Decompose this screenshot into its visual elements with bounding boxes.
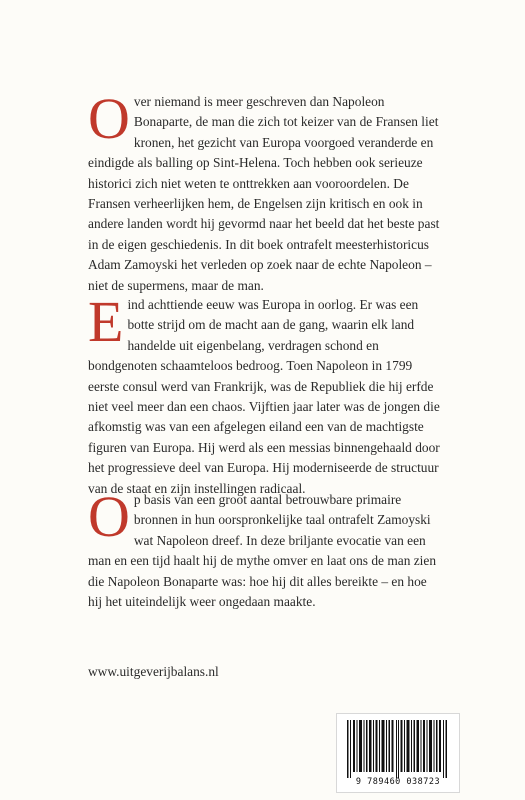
paragraph-text: ind achttiende eeuw was Europa in oorlog. Er was een botte strijd om de macht aan de gang, waarin elk land handelde uit eigenbelang, verdragen schond en bondgenoten schaamteloos bedroog. Toen Napoleon in 1799 eerste consul werd van Frankrijk, was de Republiek die hij erfde niet veel meer dan een chaos. Vijftien jaar later was de jongen die afkomstig was van een afgelegen eiland een van de machtigste figuren van Europa. Hij werd als een messias binnengehaald door het progressieve deel van Europa. Hij moderniseerde de structuur van de staat en zijn instellingen radicaal. — [88, 297, 440, 496]
blurb-paragraph-1 — [88, 86, 440, 296]
isbn-number: 9 789460 038723 — [355, 777, 441, 787]
isbn-barcode — [336, 713, 460, 793]
barcode-bars-icon — [347, 720, 449, 778]
blurb-paragraph-3 — [88, 484, 440, 612]
paragraph-text: p basis van een groot aantal betrouwbare primaire bronnen in hun oorspronkelijke taal ontrafelt Zamoyski wat Napoleon dreef. In deze briljante evocatie van een man en een tijd haalt hij de mythe omver en laat ons de man zien die Napoleon Bonaparte was: hoe hij dit alles bereikte – en hoe hij het uiteindelijk weer ongedaan maakte. — [88, 492, 437, 610]
publisher-url[interactable]: www.uitgeverijbalans.nl — [88, 664, 219, 679]
paragraph-text: ver niemand is meer geschreven dan Napoleon Bonaparte, de man die zich tot keizer van de Fransen liet kronen, het gezicht van Europa voorgoed veranderde en eindigde als balling op Sint-Helena. Toch hebben ook serieuze historici zich niet weten te onttrekken aan vooroordelen. De Fransen verheerlijken hem, de Engelsen zijn kritisch en ook in andere landen wordt hij gevormd naar het beeld dat het beste past in de eigen geschiedenis. In dit boek ontrafelt meesterhistoricus Adam Zamoyski het verleden op zoek naar de echte Napoleon – niet de supermens, maar de man. — [88, 94, 440, 293]
blurb-paragraph-2 — [88, 289, 440, 499]
drop-cap: O — [88, 484, 130, 549]
drop-cap: O — [88, 86, 130, 151]
drop-cap: E — [88, 289, 124, 354]
